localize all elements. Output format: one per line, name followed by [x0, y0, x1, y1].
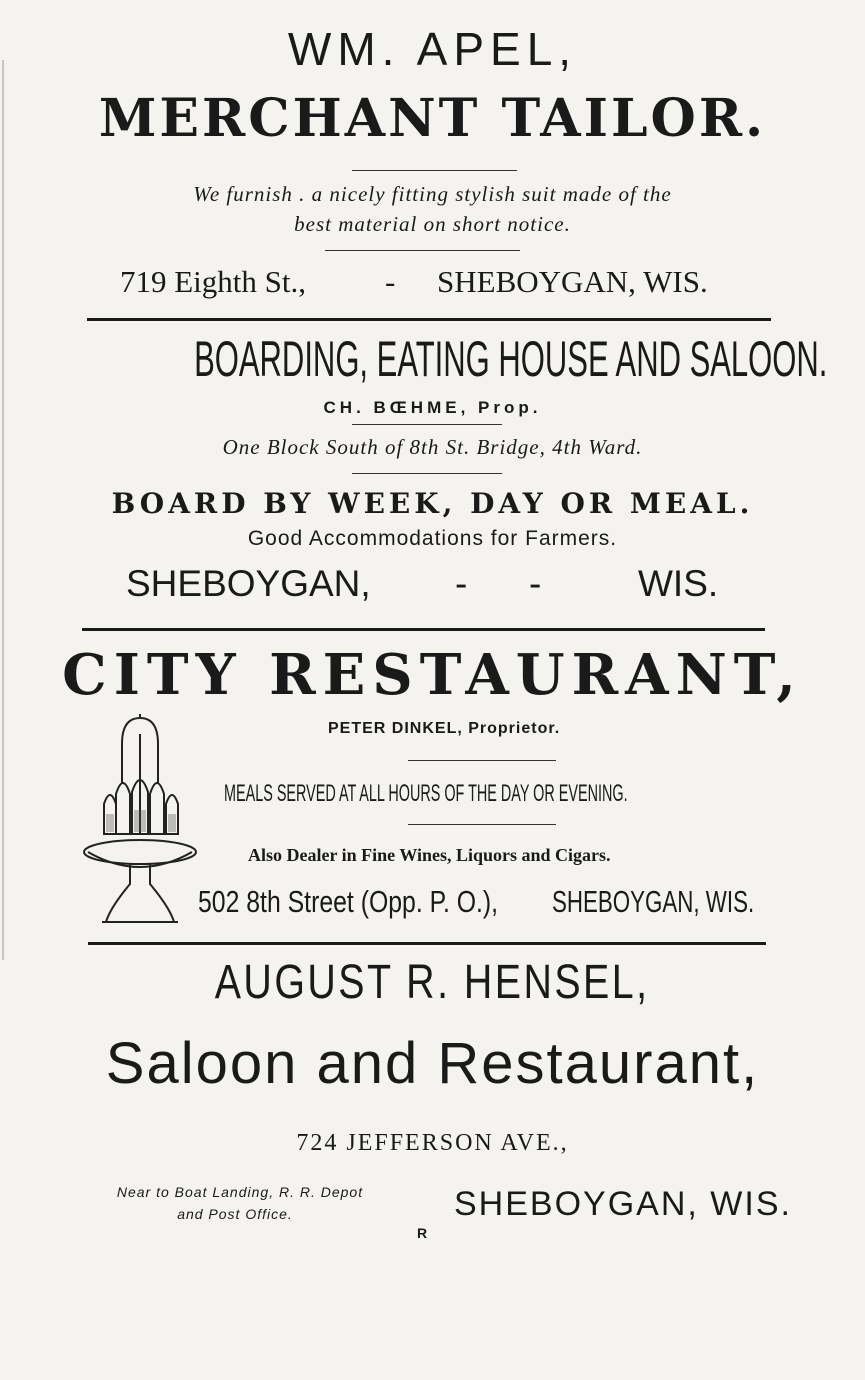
divider — [408, 760, 556, 761]
hensel-name — [0, 955, 865, 1010]
boehme-accom: Good Accommodations for Farmers. — [247, 527, 618, 550]
hensel-near-2: and Post Office. — [177, 1206, 293, 1222]
boehme-dashes: - - — [455, 563, 542, 604]
city-restaurant-proprietor: PETER DINKEL, Proprietor. — [328, 720, 561, 737]
cruet-stand-icon — [82, 714, 198, 926]
city-restaurant-dealer: Also Dealer in Fine Wines, Liquors and Cigars. — [248, 845, 611, 865]
boehme-city: SHEBOYGAN, — [126, 563, 371, 604]
hensel-city: SHEBOYGAN, WIS. — [454, 1185, 792, 1223]
apel-slogan-2: best material on short notice. — [294, 212, 571, 236]
hensel-address: 724 JEFFERSON AVE., — [296, 1130, 569, 1156]
apel-address: 719 Eighth St., — [120, 264, 307, 299]
boehme-headline — [0, 330, 865, 388]
apel-trade: MERCHANT TAILOR. — [98, 88, 767, 149]
apel-city: SHEBOYGAN, WIS. — [437, 264, 708, 299]
boehme-headline-text: BOARDING, EATING HOUSE AND SALOON. — [194, 331, 828, 387]
divider — [352, 170, 517, 171]
hensel-business: Saloon and Restaurant, — [105, 1031, 760, 1096]
hensel-mark: R — [417, 1225, 428, 1241]
section-rule — [88, 942, 766, 945]
divider — [408, 824, 556, 825]
city-restaurant-city-text: SHEBOYGAN, WIS. — [552, 884, 755, 919]
city-restaurant-city — [552, 884, 833, 920]
hensel-near-1: Near to Boat Landing, R. R. Depot — [116, 1184, 364, 1200]
boehme-board: BOARD BY WEEK, DAY OR MEAL. — [111, 487, 754, 520]
divider — [352, 473, 502, 474]
apel-name: WM. APEL, — [287, 23, 578, 75]
hensel-name-text: AUGUST R. HENSEL, — [215, 956, 650, 1009]
boehme-state: WIS. — [638, 563, 719, 604]
boehme-location: One Block South of 8th St. Bridge, 4th Ward. — [222, 435, 643, 459]
section-rule — [87, 318, 771, 321]
city-restaurant-address-text: 502 8th Street (Opp. P. O.), — [198, 884, 499, 919]
divider — [352, 424, 502, 425]
city-restaurant-headline: CITY RESTAURANT, — [62, 642, 803, 708]
section-rule — [82, 628, 765, 631]
apel-address-dash: - — [385, 264, 396, 299]
apel-slogan-1: We furnish . a nicely fitting stylish suit made of the — [193, 182, 672, 206]
city-restaurant-meals — [224, 780, 764, 808]
city-restaurant-address — [198, 884, 573, 920]
city-restaurant-meals-text: MEALS SERVED AT ALL HOURS OF THE DAY OR EVENING. — [224, 780, 628, 807]
divider — [325, 250, 520, 251]
boehme-prop: CH. BŒHME, Prop. — [323, 398, 542, 417]
